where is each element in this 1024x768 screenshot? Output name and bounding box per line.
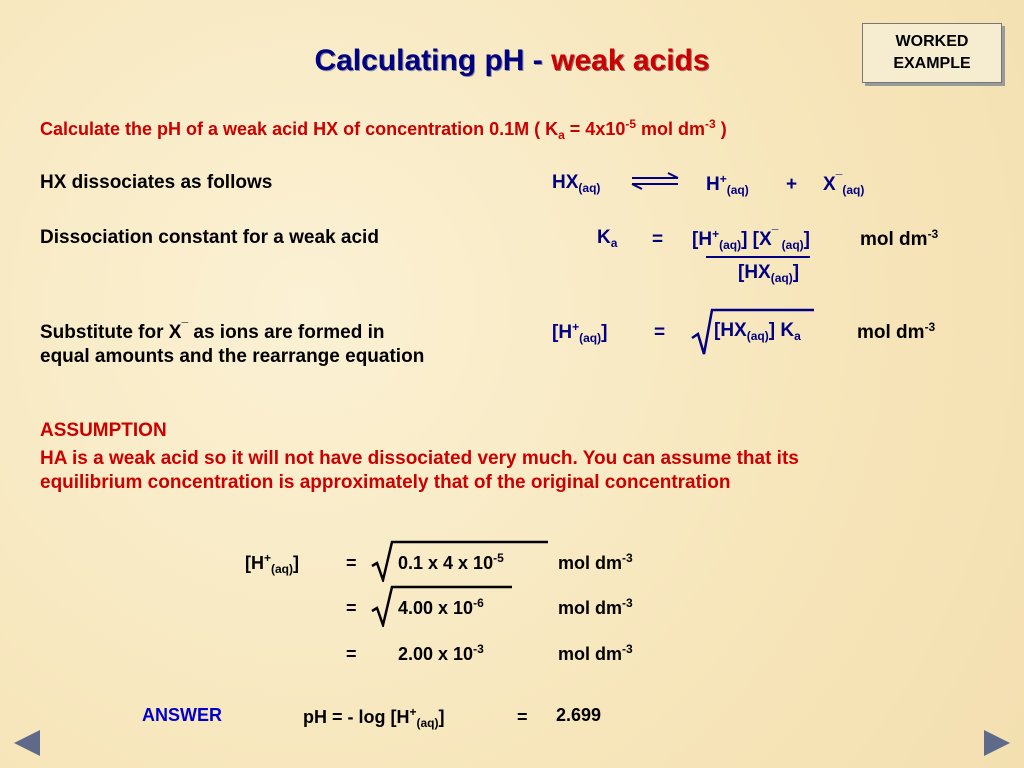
triangle-right-icon[interactable] bbox=[984, 730, 1010, 756]
step3-label-a: Substitute for X bbox=[40, 322, 182, 343]
answer-expression bbox=[303, 705, 445, 730]
product1-sup: + bbox=[719, 172, 727, 186]
assumption-line1: HA is a weak acid so it will not have dissociated very much. You can assume that its bbox=[40, 448, 799, 469]
step1-label: HX dissociates as follows bbox=[40, 172, 273, 193]
badge-line2: EXAMPLE bbox=[893, 55, 971, 72]
badge-line1: WORKED bbox=[895, 33, 969, 50]
step1-product1 bbox=[706, 172, 749, 197]
product2-sub: (aq) bbox=[842, 183, 865, 197]
answer-label: ANSWER bbox=[142, 705, 222, 725]
num-h-sup: + bbox=[712, 227, 720, 241]
calc-lhs bbox=[245, 551, 299, 576]
question-ka-sub: a bbox=[558, 128, 565, 142]
num-x-sub: (aq) bbox=[778, 238, 804, 252]
calc-row2-unit-text: mol dm bbox=[558, 598, 623, 618]
step2-denominator bbox=[738, 262, 799, 285]
answer-value: 2.699 bbox=[556, 705, 602, 725]
question-main: Calculate the pH of a weak acid HX of concentration 0.1M ( K bbox=[40, 119, 559, 139]
den-text: [HX bbox=[738, 262, 771, 283]
calc-row2-text: 4.00 x 10 bbox=[398, 598, 474, 618]
step3-rhs-sub: (aq) bbox=[746, 329, 769, 343]
step3-equals: = bbox=[654, 322, 666, 343]
answer-eq: = bbox=[517, 707, 528, 727]
calc-row1-exp: -5 bbox=[493, 551, 504, 565]
product2-text: X bbox=[823, 174, 836, 195]
calc-row1-unit-exp: -3 bbox=[622, 551, 633, 565]
ka-sub: a bbox=[610, 236, 618, 250]
calc-row3-unit-text: mol dm bbox=[558, 644, 623, 664]
step3-unit-text: mol dm bbox=[857, 322, 925, 343]
step1-plus: + bbox=[786, 174, 798, 195]
num-x-close: ] bbox=[803, 229, 810, 250]
step3-lhs-sub: (aq) bbox=[579, 331, 602, 345]
step3-lhs bbox=[552, 320, 607, 345]
worked-example-badge bbox=[862, 23, 1002, 83]
product1-text: H bbox=[706, 174, 720, 195]
reactant-text: HX bbox=[552, 172, 579, 193]
answer-expr-sub: (aq) bbox=[416, 716, 439, 730]
calc-eq-2: = bbox=[346, 598, 357, 618]
equilibrium-arrow-icon bbox=[630, 172, 682, 190]
answer-expr-close: ] bbox=[438, 707, 445, 727]
calc-lhs-close: ] bbox=[293, 553, 300, 573]
calc-row2-unit bbox=[558, 596, 633, 619]
step3-lhs-close: ] bbox=[601, 322, 608, 343]
product2-sup: ¯ bbox=[835, 172, 843, 186]
triangle-left-icon[interactable] bbox=[14, 730, 40, 756]
step2-equals: = bbox=[652, 229, 664, 250]
calc-row1-value bbox=[398, 551, 504, 574]
calc-row1-unit bbox=[558, 551, 633, 574]
step3-unit bbox=[857, 320, 935, 344]
calc-row3-unit-exp: -3 bbox=[622, 642, 633, 656]
fraction-bar bbox=[706, 256, 810, 258]
num-h-sub: (aq) bbox=[719, 238, 742, 252]
reactant-sub: (aq) bbox=[578, 181, 601, 195]
calc-row3-exp: -3 bbox=[473, 642, 484, 656]
step3-rhs bbox=[714, 320, 801, 343]
title-part2: weak acids bbox=[551, 44, 710, 77]
calc-row3-value bbox=[398, 642, 484, 665]
num-h: [H bbox=[692, 229, 713, 250]
num-x-sup: ¯ bbox=[771, 227, 779, 241]
step2-unit-exp: -3 bbox=[927, 227, 939, 241]
title-part1: Calculating pH - bbox=[314, 44, 552, 77]
assumption-line2: equilibrium concentration is approximately that of the original concentration bbox=[40, 472, 731, 493]
question-unit: mol dm bbox=[636, 119, 706, 139]
calc-row1-text: 0.1 x 4 x 10 bbox=[398, 553, 494, 573]
step2-unit bbox=[860, 227, 938, 251]
step1-reactant bbox=[552, 172, 600, 195]
step3-rhs-mid: ] K bbox=[768, 320, 795, 341]
product1-sub: (aq) bbox=[726, 183, 749, 197]
step3-label-b: as ions are formed in bbox=[188, 322, 385, 343]
step2-ka bbox=[597, 227, 617, 250]
ka-text: K bbox=[597, 227, 611, 248]
num-h-close: ] bbox=[741, 229, 748, 250]
step3-lhs-text: [H bbox=[552, 322, 573, 343]
den-sub: (aq) bbox=[770, 271, 793, 285]
step3-label-line1 bbox=[40, 320, 385, 344]
question-exp: -5 bbox=[625, 117, 637, 131]
question-eq: = 4x10 bbox=[564, 119, 626, 139]
calc-eq-3: = bbox=[346, 644, 357, 664]
step3-label-sup: ¯ bbox=[181, 320, 189, 334]
calc-row3-text: 2.00 x 10 bbox=[398, 644, 474, 664]
step3-rhs-sub2: a bbox=[794, 329, 801, 343]
answer-expr-sup: + bbox=[409, 705, 417, 719]
calc-row2-exp: -6 bbox=[473, 596, 484, 610]
step2-label: Dissociation constant for a weak acid bbox=[40, 227, 379, 248]
calc-row1-unit-text: mol dm bbox=[558, 553, 623, 573]
question-unit-exp: -3 bbox=[705, 117, 716, 131]
step2-numerator bbox=[692, 227, 810, 252]
calc-lhs-sup: + bbox=[264, 551, 272, 565]
calc-row2-value bbox=[398, 596, 484, 619]
step2-unit-text: mol dm bbox=[860, 229, 928, 250]
calc-row3-unit bbox=[558, 642, 633, 665]
answer-expr-text: pH = - log [H bbox=[303, 707, 410, 727]
calc-row2-unit-exp: -3 bbox=[622, 596, 633, 610]
step1-product2 bbox=[823, 172, 864, 197]
calc-eq-1: = bbox=[346, 553, 357, 573]
calc-lhs-text: [H bbox=[245, 553, 264, 573]
question-close: ) bbox=[715, 119, 727, 139]
step3-rhs-text: [HX bbox=[714, 320, 747, 341]
step3-lhs-sup: + bbox=[572, 320, 580, 334]
num-x: [X bbox=[747, 229, 772, 250]
calc-lhs-sub: (aq) bbox=[271, 562, 294, 576]
den-close: ] bbox=[792, 262, 800, 283]
step3-label-line2: equal amounts and the rearrange equation bbox=[40, 346, 425, 367]
step3-unit-exp: -3 bbox=[924, 320, 936, 334]
question-text bbox=[40, 117, 727, 142]
assumption-heading: ASSUMPTION bbox=[40, 420, 167, 441]
